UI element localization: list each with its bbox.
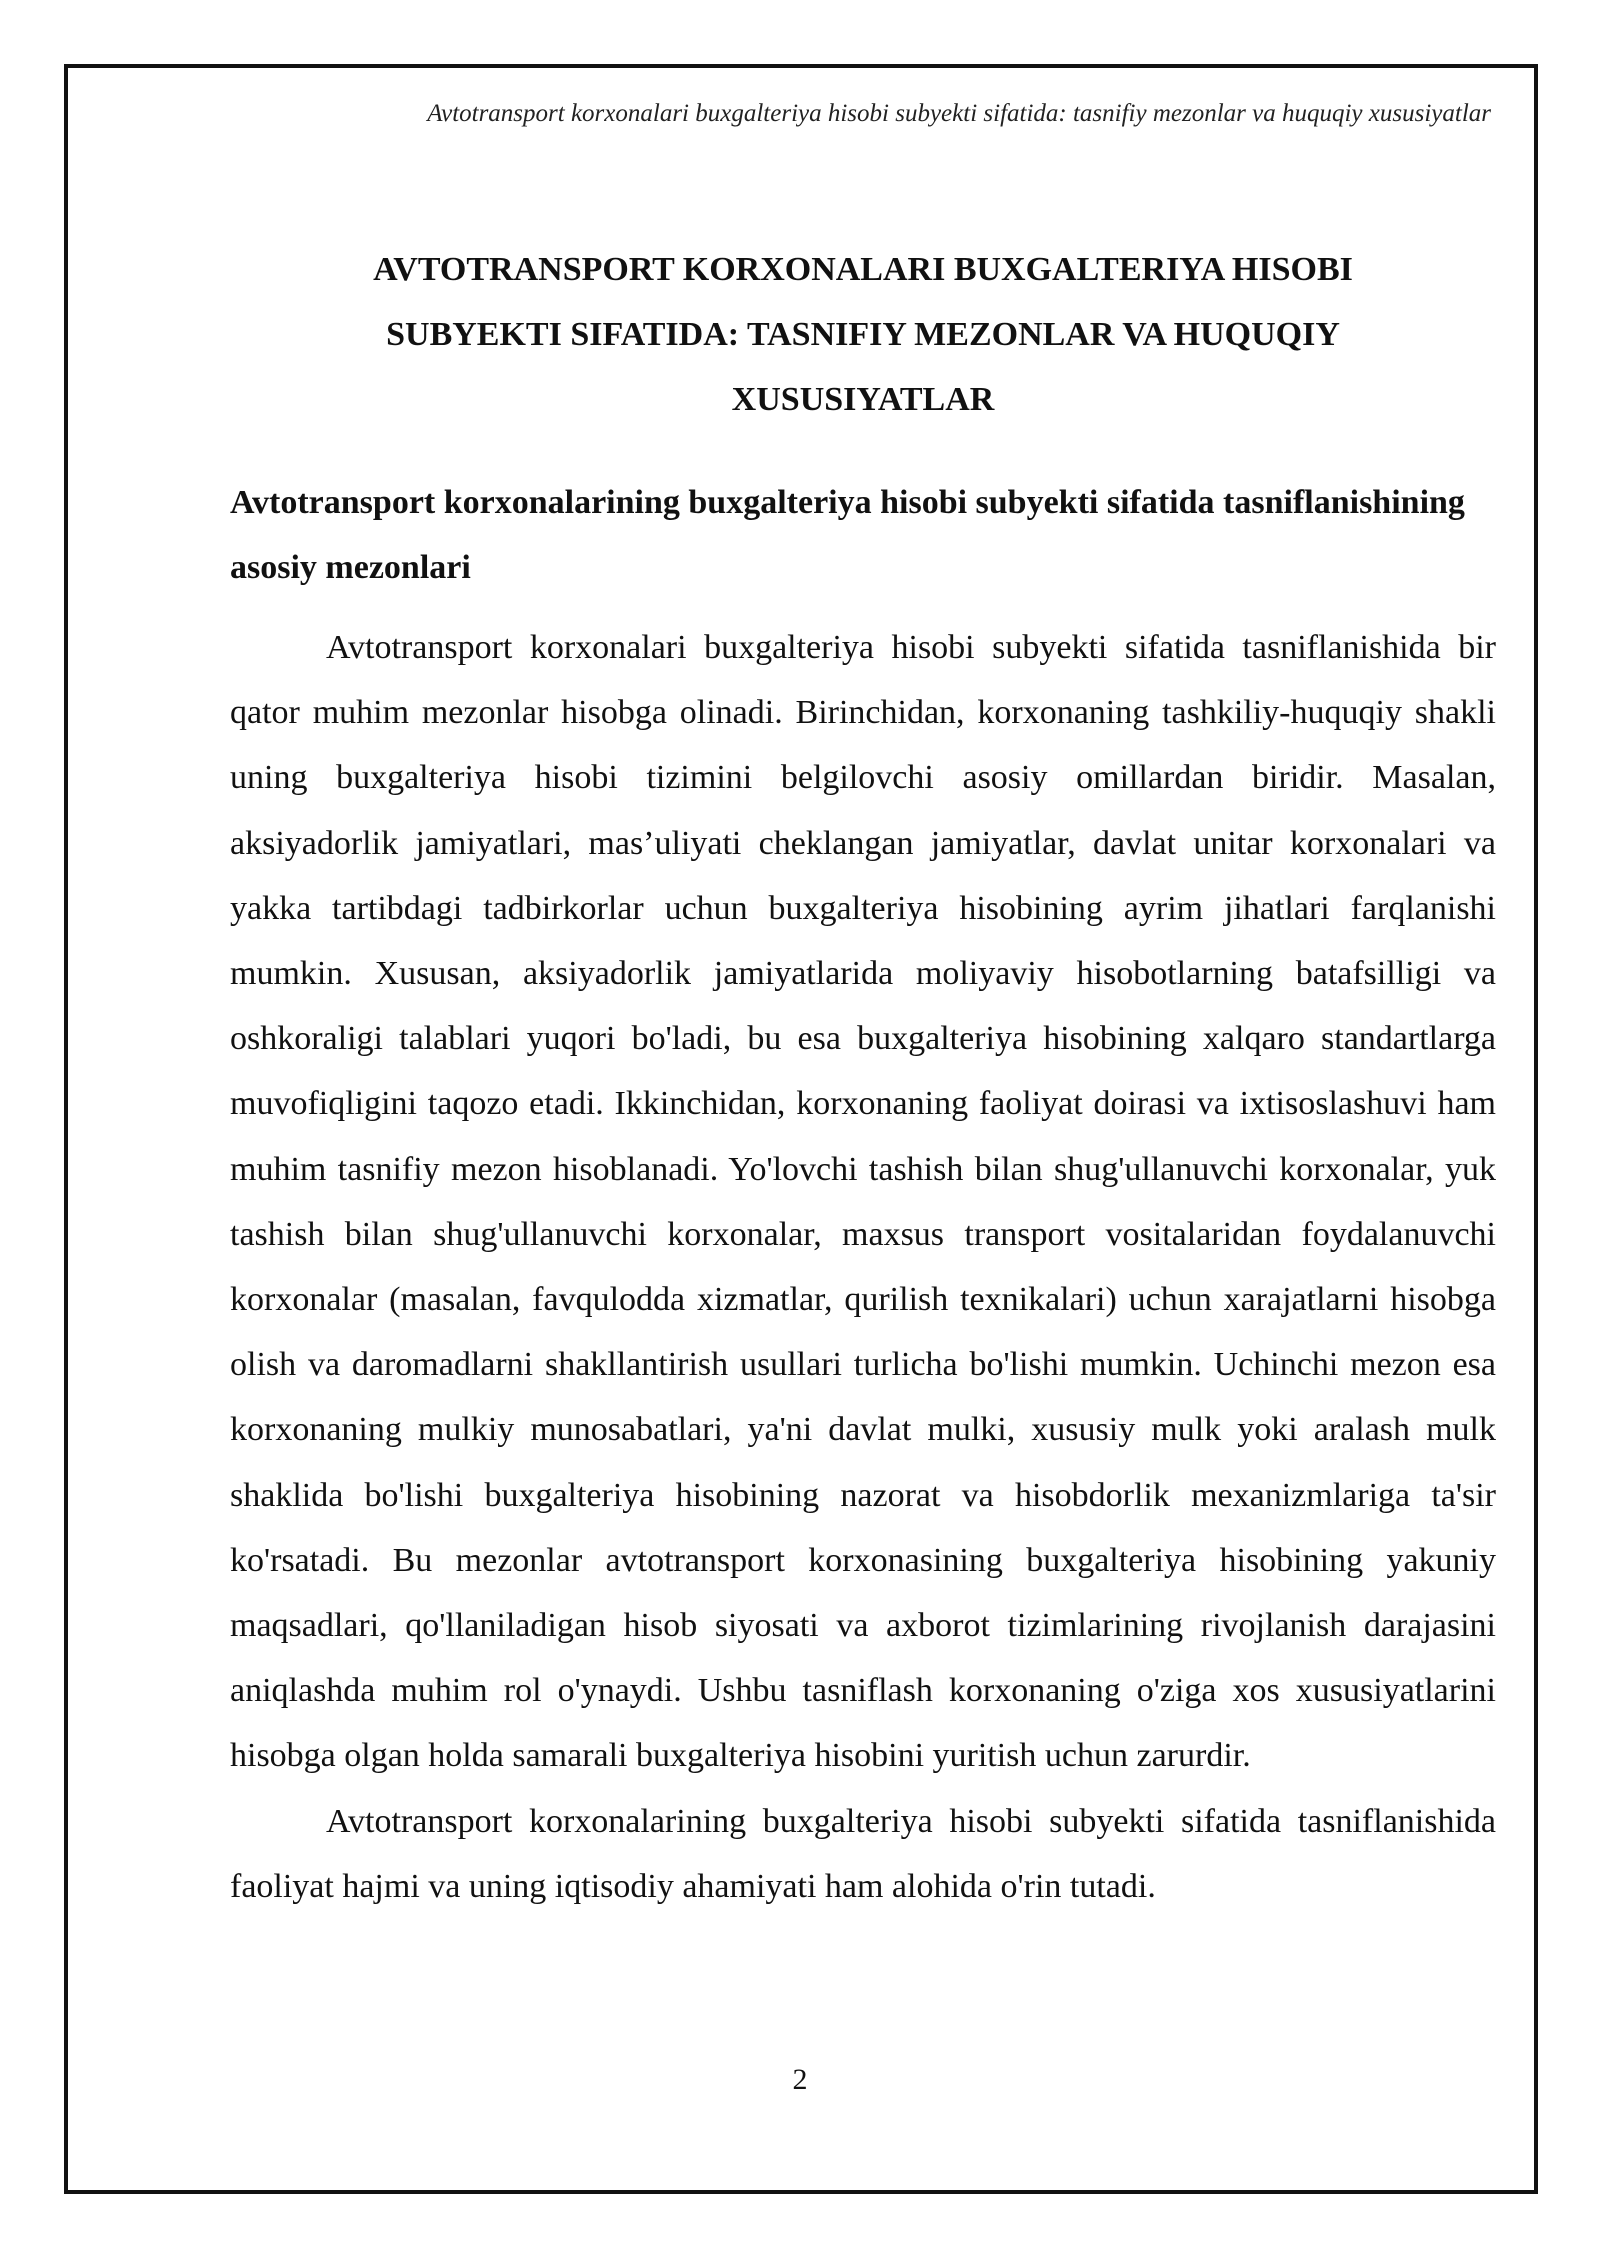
title-line-1: AVTOTRANSPORT KORXONALARI BUXGALTERIYA HISOBI [373,251,1353,288]
running-header: Avtotransport korxonalari buxgalteriya hisobi subyekti sifatida: tasnifiy mezonlar va huquqiy xususiyatlar [427,100,1491,127]
title-line-2: SUBYEKTI SIFATIDA: TASNIFIY MEZONLAR VA HUQUQIY [386,316,1340,353]
section-heading: Avtotransport korxonalarining buxgalteriya hisobi subyekti sifatida tasniflanishining asosiy mezonlari [230,484,1465,586]
document-title [230,237,1496,432]
body-text [230,615,1496,1919]
paragraph-1: Avtotransport korxonalari buxgalteriya hisobi subyekti sifatida tasniflanishida bir qator muhim mezonlar hisobga olinadi. Birinchidan, korxonaning tashkiliy-huquqiy shakli uning buxgalteriya hisobi tizimini belgilovchi asosiy omillardan biridir. Masalan, aksiyadorlik jamiyatlari, mas’uliyati cheklangan jamiyatlar, davlat unitar korxonalari va yakka tartibdagi tadbirkorlar uchun buxgalteriya hisobining ayrim jihatlari farqlanishi mumkin. Xususan, aksiyadorlik jamiyatlarida moliyaviy hisobotlarning batafsilligi va oshkoraligi talablari yuqori bo'ladi, bu esa buxgalteriya hisobining xalqaro standartlarga muvofiqligini taqozo etadi. Ikkinchidan, korxonaning faoliyat doirasi va ixtisoslashuvi ham muhim tasnifiy mezon hisoblanadi. Yo'lovchi tashish bilan shug'ullanuvchi korxonalar, yuk tashish bilan shug'ullanuvchi korxonalar, maxsus transport vositalaridan foydalanuvchi korxonalar (masalan, favqulodda xizmatlar, qurilish texnikalari) uchun xarajatlarni hisobga olish va daromadlarni shakllantirish usullari turlicha bo'lishi mumkin. Uchinchi mezon esa korxonaning mulkiy munosabatlari, ya'ni davlat mulki, xususiy mulk yoki aralash mulk shaklida bo'lishi buxgalteriya hisobining nazorat va hisobdorlik mexanizmlariga ta'sir ko'rsatadi. Bu mezonlar avtotransport korxonasining buxgalteriya hisobining yakuniy maqsadlari, qo'llaniladigan hisob siyosati va axborot tizimlarining rivojlanish darajasini aniqlashda muhim rol o'ynaydi. Ushbu tasniflash korxonaning o'ziga xos xususiyatlarini hisobga olgan holda samarali buxgalteriya hisobini yuritish uchun zarurdir. [230,629,1496,1775]
title-line-3: XUSUSIYATLAR [731,381,995,418]
page-number: 2 [792,2063,808,2096]
paragraph-2: Avtotransport korxonalarining buxgalteriya hisobi subyekti sifatida tasniflanishida faoliyat hajmi va uning iqtisodiy ahamiyati ham alohida o'rin tutadi. [230,1802,1496,1905]
